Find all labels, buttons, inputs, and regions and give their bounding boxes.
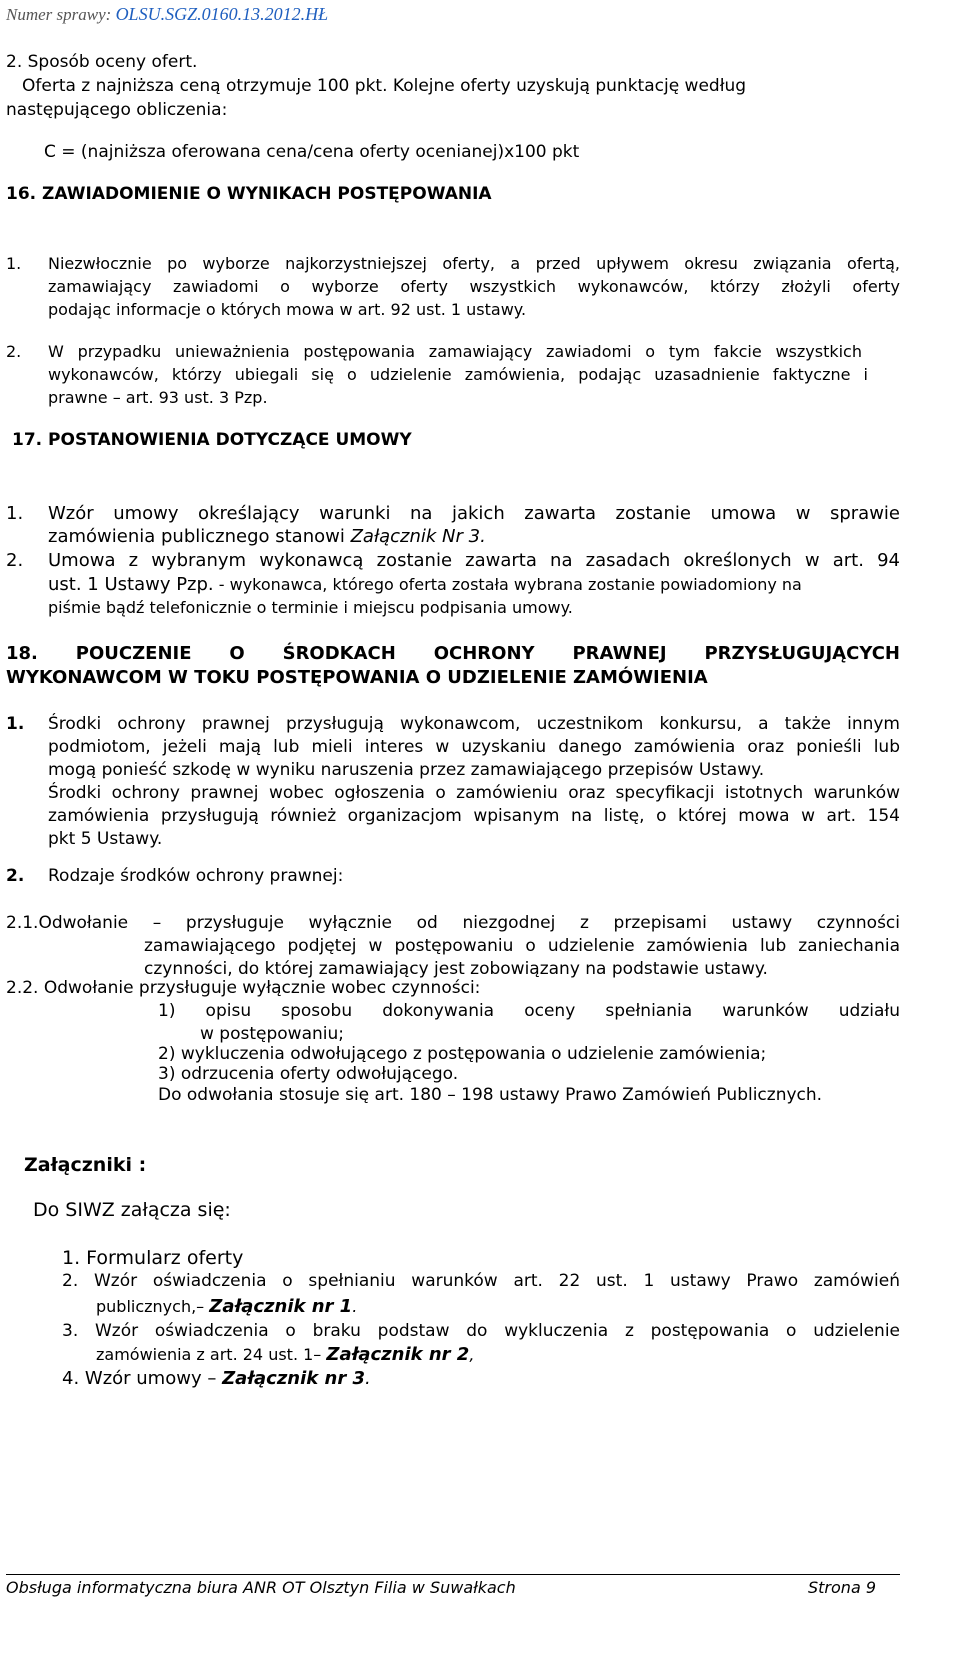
paragraph-line: prawne – art. 93 ust. 3 Pzp. bbox=[48, 388, 268, 407]
list-number: 1. bbox=[6, 714, 25, 734]
paragraph-line: podmiotom, jeżeli mają lub mieli interes w uzyskaniu danego zamówienia oraz ponieśli lub bbox=[48, 737, 900, 757]
case-number-header bbox=[6, 4, 328, 25]
evaluation-line: następującego obliczenia: bbox=[6, 100, 228, 120]
page-number: Strona 9 bbox=[808, 1578, 877, 1597]
paragraph-line: 1) opisu sposobu dokonywania oceny spełniania warunków udziału bbox=[158, 1001, 900, 1021]
section-17-heading: 17. POSTANOWIENIA DOTYCZĄCE UMOWY bbox=[12, 430, 412, 450]
attachment-item: 2. Wzór oświadczenia o spełnianiu warunków art. 22 ust. 1 ustawy Prawo zamówień bbox=[62, 1271, 900, 1291]
paragraph-line: w postępowaniu; bbox=[200, 1024, 344, 1044]
attachment-reference: Załącznik nr 3 bbox=[222, 1368, 366, 1389]
paragraph-line: Rodzaje środków ochrony prawnej: bbox=[48, 866, 344, 886]
attachment-item: 1. Formularz oferty bbox=[62, 1247, 244, 1269]
paragraph-line: podając informacje o których mowa w art. 92 ust. 1 ustawy. bbox=[48, 300, 527, 319]
paragraph-line: pkt 5 Ustawy. bbox=[48, 829, 163, 849]
paragraph-line: zamawiający zawiadomi o wyborze oferty wszystkich wykonawców, którzy złożyli oferty bbox=[48, 277, 900, 296]
paragraph-text: - wykonawca, którego oferta została wybrana zostanie powiadomiony na bbox=[218, 575, 802, 594]
evaluation-title: 2. Sposób oceny ofert. bbox=[6, 52, 198, 72]
case-number-label: Numer sprawy: bbox=[6, 5, 112, 24]
paragraph-line: mogą ponieść szkodę w wyniku naruszenia przez zamawiającego przepisów Ustawy. bbox=[48, 760, 765, 780]
section-16-heading: 16. ZAWIADOMIENIE O WYNIKACH POSTĘPOWANIA bbox=[6, 184, 492, 204]
attachment-punct: . bbox=[365, 1368, 371, 1389]
paragraph-line: czynności, do której zamawiający jest zobowiązany na podstawie ustawy. bbox=[144, 959, 768, 979]
list-number: 2. bbox=[6, 342, 22, 361]
attachment-reference: Załącznik Nr 3. bbox=[350, 526, 486, 547]
case-number-value: OLSU.SGZ.0160.13.2012.HŁ bbox=[115, 4, 329, 24]
paragraph-line: 2) wykluczenia odwołującego z postępowania o udzielenie zamówienia; bbox=[158, 1044, 767, 1064]
section-18-heading: 18. POUCZENIE O ŚRODKACH OCHRONY PRAWNEJ PRZYSŁUGUJĄCYCH bbox=[6, 643, 900, 664]
paragraph-line: 2.1.Odwołanie – przysługuje wyłącznie od niezgodnej z przepisami ustawy czynności bbox=[6, 913, 900, 933]
attachment-text: publicznych,– bbox=[96, 1297, 205, 1316]
list-number: 1. bbox=[6, 254, 22, 273]
paragraph-line: zamawiającego podjętej w postępowaniu o udzielenie zamówienia lub zaniechania bbox=[144, 936, 900, 956]
attachment-reference: Załącznik nr 1 bbox=[209, 1296, 353, 1317]
attachment-text: 4. Wzór umowy – bbox=[62, 1368, 217, 1389]
paragraph-line: Umowa z wybranym wykonawcą zostanie zawarta na zasadach określonych w art. 94 bbox=[48, 550, 900, 571]
attachment-item bbox=[96, 1296, 357, 1317]
paragraph-line bbox=[48, 526, 486, 547]
paragraph-line: Niezwłocznie po wyborze najkorzystniejszej oferty, a przed upływem okresu związania ofertą, bbox=[48, 254, 900, 273]
paragraph-text: ust. 1 Ustawy Pzp. bbox=[48, 574, 214, 595]
list-number: 2. bbox=[6, 866, 25, 886]
footer-left-text: Obsługa informatyczna biura ANR OT Olsztyn Filia w Suwałkach bbox=[6, 1578, 516, 1597]
attachments-title: Załączniki : bbox=[24, 1154, 147, 1176]
attachment-text: zamówienia z art. 24 ust. 1– bbox=[96, 1345, 322, 1364]
attachments-intro: Do SIWZ załącza się: bbox=[33, 1199, 231, 1221]
paragraph-line: wykonawców, którzy ubiegali się o udzielenie zamówienia, podając uzasadnienie faktyczne i bbox=[48, 365, 868, 384]
attachment-item bbox=[96, 1344, 474, 1365]
attachment-reference: Załącznik nr 2 bbox=[326, 1344, 470, 1365]
paragraph-line: piśmie bądź telefonicznie o terminie i miejscu podpisania umowy. bbox=[48, 598, 573, 617]
footer-rule bbox=[6, 1574, 900, 1575]
paragraph-line: Wzór umowy określający warunki na jakich zawarta zostanie umowa w sprawie bbox=[48, 503, 900, 524]
paragraph-line: Do odwołania stosuje się art. 180 – 198 ustawy Prawo Zamówień Publicznych. bbox=[158, 1085, 823, 1105]
section-18-heading: WYKONAWCOM W TOKU POSTĘPOWANIA O UDZIELENIE ZAMÓWIENIA bbox=[6, 667, 708, 688]
paragraph-line: 3) odrzucenia oferty odwołującego. bbox=[158, 1064, 459, 1084]
paragraph-line: zamówienia przysługują również organizacjom wpisanym na listę, o której mowa w art. 154 bbox=[48, 806, 900, 826]
evaluation-formula: C = (najniższa oferowana cena/cena oferty ocenianej)x100 pkt bbox=[44, 142, 580, 162]
list-number: 2. bbox=[6, 550, 24, 571]
paragraph-line: Środki ochrony prawnej przysługują wykonawcom, uczestnikom konkursu, a także innym bbox=[48, 714, 900, 734]
list-number: 1. bbox=[6, 503, 24, 524]
attachment-punct: . bbox=[352, 1297, 358, 1316]
paragraph-text: zamówienia publicznego stanowi bbox=[48, 526, 345, 547]
attachment-item: 3. Wzór oświadczenia o braku podstaw do wykluczenia z postępowania o udzielenie bbox=[62, 1321, 900, 1341]
evaluation-line: Oferta z najniższa ceną otrzymuje 100 pkt. Kolejne oferty uzyskują punktację według bbox=[22, 76, 747, 96]
paragraph-line: 2.2. Odwołanie przysługuje wyłącznie wobec czynności: bbox=[6, 978, 481, 998]
paragraph-line: W przypadku unieważnienia postępowania zamawiający zawiadomi o tym fakcie wszystkich bbox=[48, 342, 862, 361]
paragraph-line bbox=[48, 574, 802, 595]
attachment-punct: , bbox=[469, 1345, 475, 1364]
attachment-item bbox=[62, 1368, 371, 1389]
paragraph-line: Środki ochrony prawnej wobec ogłoszenia o zamówieniu oraz specyfikacji istotnych warunków bbox=[48, 783, 900, 803]
